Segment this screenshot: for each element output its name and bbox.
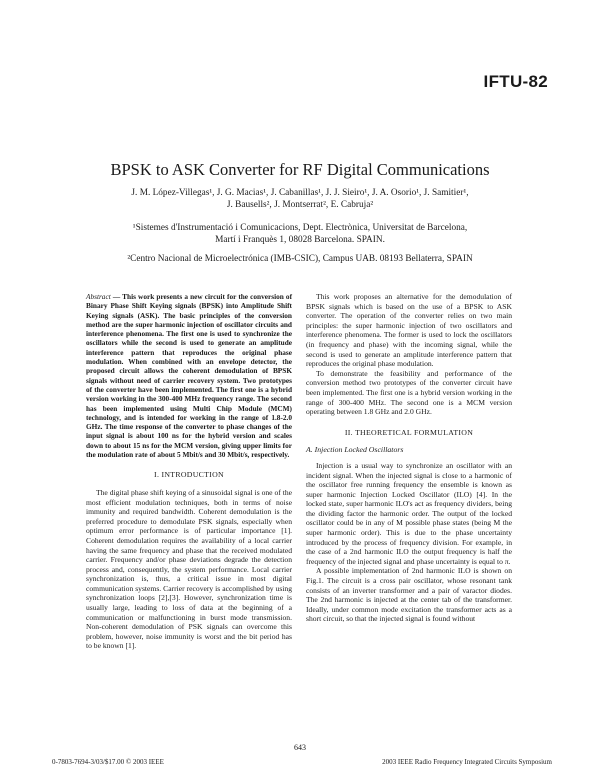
right-column (306, 292, 512, 624)
footer-copyright: 0-7803-7694-3/03/$17.00 © 2003 IEEE (52, 758, 164, 766)
right-paragraph-3: Injection is a usual way to synchronize an oscillator with an incident signal. When the injected signal is close to a harmonic of the oscillator free running frequency the ensemble is known as super harmonic Injection Locked Oscillator (ILO) [4]. In the locked state, super harmonic ILO's act as frequency dividers, being the dividing factor the harmonic order. The output of the locked oscillator could be in any of M possible phase states (being M the super harmonic order). This is due to the phase uncertainty introduced by the process of frequency division. For example, in the case of a 2nd harmonic ILO the output frequency is half the frequency of the injected signal and phase uncertainty is equal to π. (306, 460, 512, 566)
abstract-text: — This work presents a new circuit for the conversion of Binary Phase Shift Keying signals (BPSK) into Amplitude Shift Keying signals (ASK). The basic principles of the conversion method are the super harmonic injection of oscillator circuits and interference phenomena. The first one is used to synchronize the oscillators while the second is used to generate an amplitude interference pattern that reproduces the original phase modulation. When combined with an envelope detector, the proposed circuit allows the coherent demodulation of BPSK signals without need of carrier recovery system. Two prototypes of the converter have been implemented. The first one is a hybrid version working in the 300-400 MHz frequency range. The second has been implemented using Multi Chip Module (MCM) technology, and is intended for working in the range of 1.8-2.0 GHz. The time response of the converter to phase changes of the input signal is about 100 ns for the hybrid version and scales down to about 15 ns for the MCM version, giving upper limits for the modulation rate of about 5 Mbit/s and 30 Mbit/s, respectively. (86, 292, 293, 460)
authors-line-1: J. M. López-Villegas¹, J. G. Macias¹, J. Cabanillas¹, J. J. Sieiro¹, J. A. Osorio¹, J. Samitier¹, (131, 188, 469, 198)
section-heading-theory: II. THEORETICAL FORMULATION (344, 427, 474, 437)
paper-code: IFTU-82 (483, 72, 548, 91)
intro-paragraph: The digital phase shift keying of a sinusoidal signal is one of the most efficient modulation techniques, both in terms of noise immunity and required bandwidth. Coherent demodulation is the preferred procedure to demodulate PSK signals, especially when optimum error performance is of particular importance [1]. Coherent demodulation requires the availability of a local carrier having the same frequency and phase that the received modulated carrier. Frequency and/or phase deviations degrade the detection process and, consequently, the system performance. Local carrier synchronization is, thus, a critical issue in most digital communication systems. Carrier recovery is accomplished by using synchronization loops [2],[3]. However, synchronization time is usually large, leading to loss of data at the beginning of a communication or malfunctioning in burst mode transmission. Non-coherent demodulation of PSK signals can overcome this problem, however, noise immunity is worst and the bit period has to be known [1]. (86, 487, 292, 651)
footer-conference: 2003 IEEE Radio Frequency Integrated Circuits Symposium (382, 758, 552, 766)
right-paragraph-1: This work proposes an alternative for the demodulation of BPSK signals which is based on the use of a BPSK to ASK converter. The operation of the converter relies on two main principles: the super harmonic injection of two oscillators and interference phenomena. The former is used to lock the oscillators (in frequency and phase) with the incoming signal, while the second is used to generate an amplitude interference pattern that reproduces the original phase modulation. (306, 292, 512, 369)
affiliation-1-line-2: Martí i Franquès 1, 08028 Barcelona. SPAIN. (215, 235, 385, 245)
left-column (86, 292, 292, 651)
subsection-heading-ilo: A. Injection Locked Oscillators (306, 445, 404, 455)
authors-line-2: J. Bausells², J. Montserrat², E. Cabruja² (226, 200, 374, 210)
right-paragraph-4: A possible implementation of 2nd harmonic ILO is shown on Fig.1. The circuit is a cross pair oscillator, whose resonant tank consists of an inverter transformer and a pair of varactor diodes. The 2nd harmonic is injected at the center tab of the transformer. Ideally, under common mode excitation the transformer acts as a short circuit, so that the injected signal is found without (306, 566, 512, 624)
affiliation-1-line-1: ¹Sistemes d'Instrumentació i Comunicacions, Dept. Electrònica, Universitat de Barcelona, (132, 223, 468, 233)
page-number: 643 (294, 743, 306, 752)
abstract-label: Abstract (86, 292, 111, 301)
paper-title: BPSK to ASK Converter for RF Digital Communications (110, 160, 490, 179)
section-heading-introduction: I. INTRODUCTION (154, 470, 224, 480)
affiliation-2: ²Centro Nacional de Microelectrónica (IMB-CSIC), Campus UAB. 08193 Bellaterra, SPAIN (127, 254, 473, 264)
abstract (86, 292, 292, 459)
right-paragraph-2: To demonstrate the feasibility and performance of the conversion method two prototypes of the converter circuit have been implemented. The first one is a hybrid version working in the range of 300-400 MHz. The second one is a MCM version operating between 1.8 GHz and 2.0 GHz. (306, 368, 512, 417)
